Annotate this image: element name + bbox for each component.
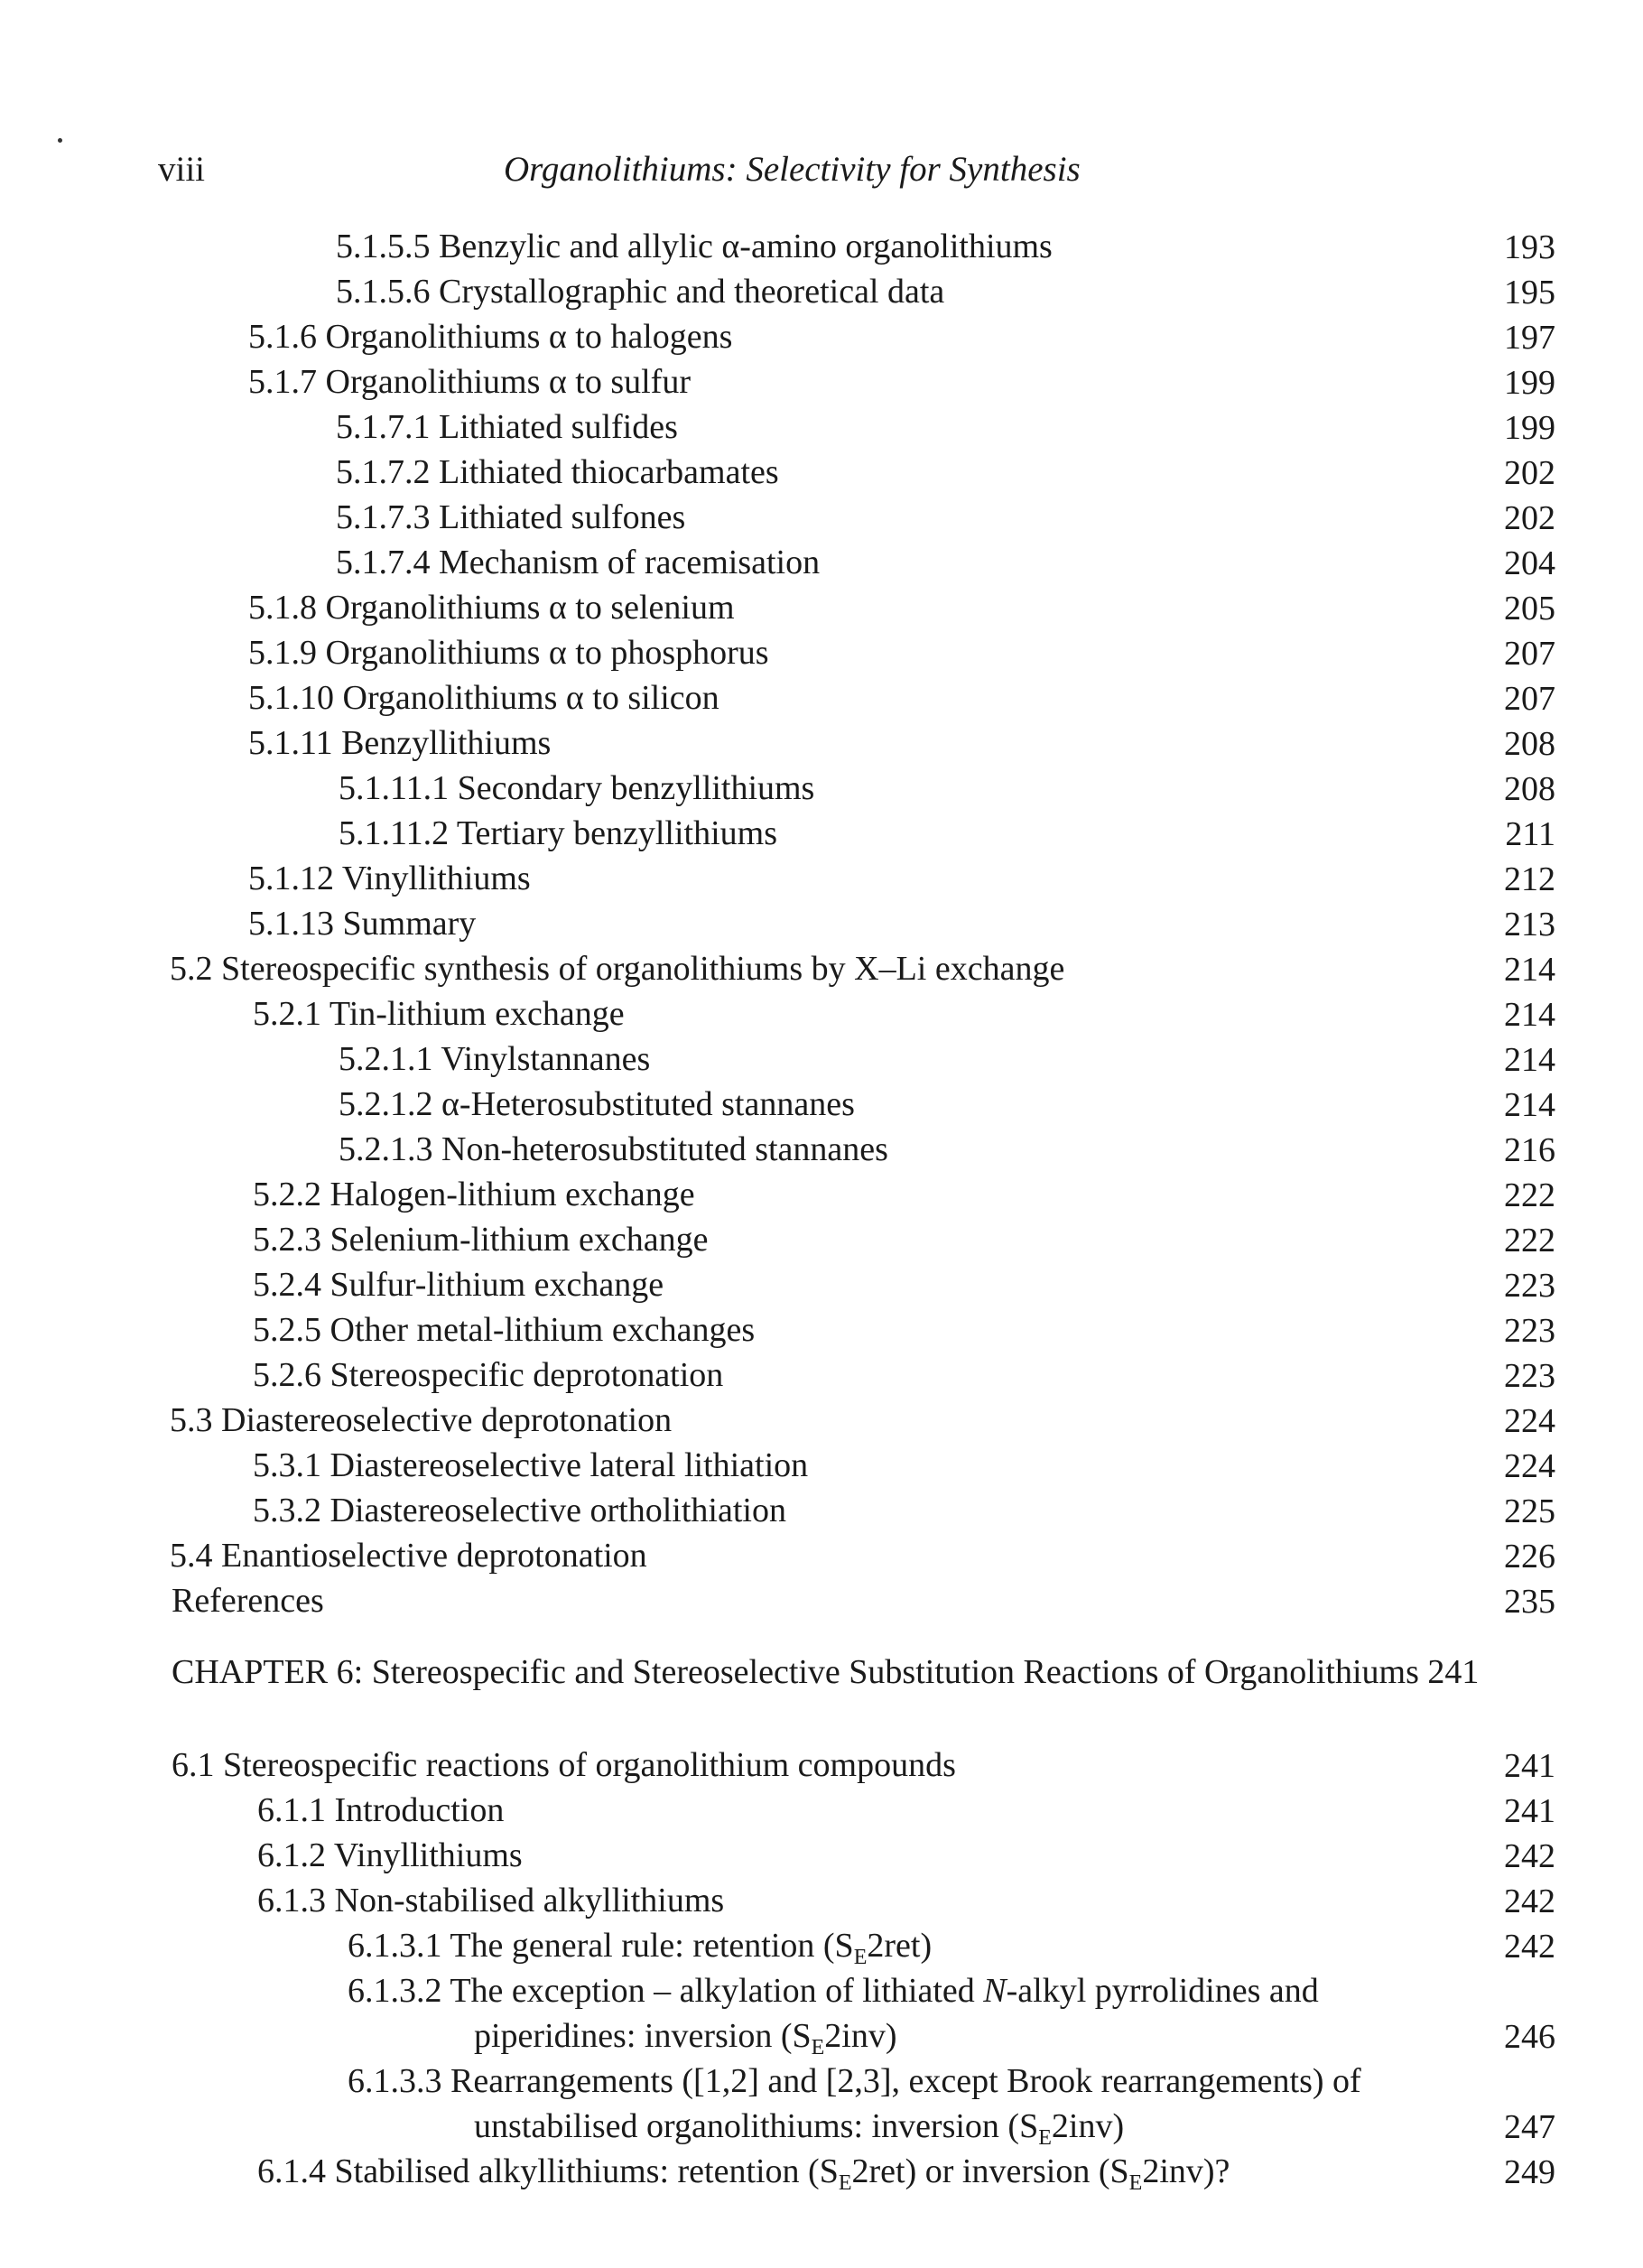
toc-entry-title: [257, 2152, 1230, 2195]
toc-entry-title: [248, 636, 769, 670]
entry-text: 5.3.1 Diastereoselective lateral lithiation: [253, 1446, 809, 1484]
toc-entry-page: 195: [1504, 274, 1555, 311]
toc-entry-page: 214: [1504, 996, 1555, 1034]
entry-text: 5.1.7.2 Lithiated thiocarbamates: [336, 453, 779, 491]
entry-text: 5.1.7 Organolithiums α to sulfur: [248, 363, 691, 401]
toc-entry-page: 212: [1504, 860, 1555, 898]
chapter-6-heading: CHAPTER 6: Stereospecific and Stereoselective Substitution Reactions of Organolithiums 241: [172, 1653, 1480, 1691]
entry-text: 2inv)?: [1142, 2152, 1230, 2190]
toc-entry-page: 214: [1504, 1041, 1555, 1079]
entry-text: 5.1.5.5 Benzylic and allylic α-amino organolithiums: [336, 228, 1053, 265]
toc-entry-title: [253, 1177, 695, 1212]
toc-entry-page: 241: [1504, 1792, 1555, 1830]
toc-entry-page: 202: [1504, 499, 1555, 537]
toc-entry-title: [170, 952, 1064, 986]
toc-entry-page: 241: [1504, 1747, 1555, 1785]
toc-entry-page: 208: [1504, 725, 1555, 763]
toc-entry-page: 222: [1504, 1222, 1555, 1259]
toc-entry-page: 208: [1504, 770, 1555, 808]
toc-entry-title: [348, 2064, 1361, 2098]
entry-text: 5.1.7.4 Mechanism of racemisation: [336, 544, 821, 581]
italic-text: N: [983, 1972, 1007, 2010]
toc-entry-title: [253, 1448, 808, 1483]
toc-entry-page: 202: [1504, 454, 1555, 492]
toc-entry-title: [257, 1793, 504, 1827]
toc-entry-title: [336, 410, 678, 444]
toc-entry-title: [248, 590, 735, 625]
toc-entry-page: 224: [1504, 1402, 1555, 1440]
toc-entry-page: 247: [1504, 2108, 1555, 2146]
entry-text: 5.2.6 Stereospecific deprotonation: [253, 1356, 724, 1394]
entry-text: piperidines: inversion (S: [474, 2017, 812, 2055]
toc-entry-page: 242: [1504, 1928, 1555, 1966]
toc-entry-title: [253, 1268, 664, 1302]
toc-entry-title: [248, 681, 719, 715]
entry-text: 5.3 Diastereoselective deprotonation: [170, 1401, 673, 1439]
toc-entry-title: [253, 1493, 786, 1528]
entry-text: 5.2.4 Sulfur-lithium exchange: [253, 1266, 664, 1304]
toc-entry-page: 211: [1505, 815, 1555, 853]
entry-text: 6.1.1 Introduction: [257, 1791, 505, 1829]
entry-text: 2inv): [824, 2017, 897, 2055]
toc-entry-page: 242: [1504, 1882, 1555, 1920]
toc-entry-title: [336, 455, 779, 489]
toc-entry-page: 242: [1504, 1837, 1555, 1875]
entry-text: 5.2.3 Selenium-lithium exchange: [253, 1221, 709, 1259]
toc-entry-page: 216: [1504, 1131, 1555, 1169]
entry-text: 5.1.5.6 Crystallographic and theoretical data: [336, 273, 945, 311]
entry-text: 5.1.7.3 Lithiated sulfones: [336, 498, 686, 536]
toc-entry-title: [170, 1403, 672, 1437]
toc-entry-title: [474, 2017, 897, 2059]
subscript: E: [811, 2036, 825, 2059]
subscript: E: [853, 1946, 868, 1969]
toc-entry-title: [336, 274, 944, 309]
entry-text: 6.1 Stereospecific reactions of organolithium compounds: [172, 1746, 956, 1784]
entry-text: -alkyl pyrrolidines and: [1006, 1972, 1319, 2010]
toc-entry-page: 214: [1504, 1086, 1555, 1124]
toc-entry-page: 204: [1504, 544, 1555, 582]
entry-text: 5.1.7.1 Lithiated sulfides: [336, 408, 678, 446]
entry-text: 5.1.10 Organolithiums α to silicon: [248, 679, 719, 717]
toc-entry-title: [248, 365, 691, 399]
toc-entry-title: [170, 1538, 647, 1573]
running-head: Organolithiums: Selectivity for Synthesis: [504, 150, 1081, 189]
entry-text: 5.2.1.3 Non-heterosubstituted stannanes: [339, 1130, 888, 1168]
entry-text: 6.1.3 Non-stabilised alkyllithiums: [257, 1882, 725, 1919]
toc-entry-page: 213: [1504, 906, 1555, 943]
toc-entry-page: 224: [1504, 1447, 1555, 1485]
entry-text: 5.1.11.1 Secondary benzyllithiums: [339, 769, 815, 807]
toc-entry-page: 199: [1504, 409, 1555, 447]
toc-entry-title: [257, 1883, 724, 1918]
page-number: viii: [158, 150, 206, 189]
toc-entry-page: 214: [1504, 951, 1555, 989]
toc-entry-page: 207: [1504, 680, 1555, 718]
toc-entry-title: [348, 1974, 1319, 2008]
toc-entry-title: [253, 1222, 708, 1257]
toc-entry-page: 223: [1504, 1357, 1555, 1395]
toc-entry-title: [257, 1838, 523, 1873]
entry-text: 5.2.1.1 Vinylstannanes: [339, 1040, 651, 1078]
toc-entry-page: 199: [1504, 364, 1555, 402]
toc-entry-title: [339, 771, 814, 805]
entry-text: 5.1.6 Organolithiums α to halogens: [248, 318, 733, 356]
entry-text: unstabilised organolithiums: inversion (S: [474, 2107, 1039, 2145]
entry-text: 5.4 Enantioselective deprotonation: [170, 1537, 647, 1575]
toc-entry-title: [248, 320, 732, 354]
toc-entry-title: [248, 726, 551, 760]
entry-text: 6.1.2 Vinyllithiums: [257, 1836, 523, 1874]
entry-text: 5.3.2 Diastereoselective ortholithiation: [253, 1492, 786, 1529]
entry-text: 2inv): [1051, 2107, 1125, 2145]
entry-text: 5.1.13 Summary: [248, 905, 477, 943]
toc-entry-title: [336, 229, 1053, 264]
toc-entry-page: 193: [1504, 228, 1555, 266]
entry-text: 5.1.8 Organolithiums α to selenium: [248, 589, 735, 627]
toc-entry-page: 205: [1504, 590, 1555, 627]
entry-text: 2ret) or inversion (S: [851, 2152, 1129, 2190]
entry-text: 5.1.11 Benzyllithiums: [248, 724, 552, 762]
toc-entry-page: 223: [1504, 1267, 1555, 1305]
entry-text: 5.2 Stereospecific synthesis of organolithiums by X–Li exchange: [170, 950, 1065, 988]
entry-text: 2ret): [867, 1927, 933, 1965]
entry-text: 5.2.5 Other metal-lithium exchanges: [253, 1311, 756, 1349]
subscript: E: [1038, 2126, 1052, 2150]
toc-entry-title: [253, 1358, 723, 1392]
toc-entry-page: 249: [1504, 2153, 1555, 2191]
subscript: E: [1128, 2171, 1143, 2195]
toc-entry-page: 226: [1504, 1538, 1555, 1576]
toc-entry-title: [339, 816, 777, 850]
toc-entry-title: [336, 545, 820, 580]
toc-entry-page: 197: [1504, 319, 1555, 357]
toc-entry-page: 223: [1504, 1312, 1555, 1350]
entry-text: 5.2.1.2 α-Heterosubstituted stannanes: [339, 1085, 855, 1123]
entry-text: 6.1.3.1 The general rule: retention (S: [348, 1927, 854, 1965]
entry-text: 5.1.9 Organolithiums α to phosphorus: [248, 634, 769, 672]
toc-entry-title: [248, 861, 531, 896]
toc-entry-page: 246: [1504, 2018, 1555, 2056]
toc-entry-page: 207: [1504, 635, 1555, 673]
toc-entry-title: [339, 1042, 650, 1076]
toc-entry-page: 222: [1504, 1176, 1555, 1214]
toc-entry-title: [339, 1132, 888, 1167]
entry-text: 5.1.12 Vinyllithiums: [248, 860, 531, 897]
toc-entry-title: [253, 1313, 755, 1347]
entry-text: 5.2.1 Tin-lithium exchange: [253, 995, 625, 1033]
entry-text: References: [172, 1582, 324, 1620]
toc-entry-title: [474, 2107, 1125, 2150]
entry-text: 5.2.2 Halogen-lithium exchange: [253, 1176, 695, 1213]
toc-entry-title: [172, 1748, 956, 1782]
toc-entry-page: 225: [1504, 1492, 1555, 1530]
entry-text: 6.1.4 Stabilised alkyllithiums: retention (S: [257, 2152, 839, 2190]
toc-entry-title: [339, 1087, 855, 1121]
toc-entry-title: [336, 500, 685, 534]
entry-text: 6.1.3.2 The exception – alkylation of lithiated: [348, 1972, 984, 2010]
toc-entry-page: 235: [1504, 1583, 1555, 1621]
subscript: E: [838, 2171, 852, 2195]
toc-entry-title: [348, 1927, 933, 1969]
toc-entry-title: [253, 997, 625, 1031]
entry-text: 5.1.11.2 Tertiary benzyllithiums: [339, 814, 777, 852]
stray-mark: [58, 138, 62, 143]
toc-entry-title: [172, 1584, 324, 1618]
toc-entry-title: [248, 906, 476, 941]
entry-text: 6.1.3.3 Rearrangements ([1,2] and [2,3], except Brook rearrangements) of: [348, 2062, 1361, 2100]
